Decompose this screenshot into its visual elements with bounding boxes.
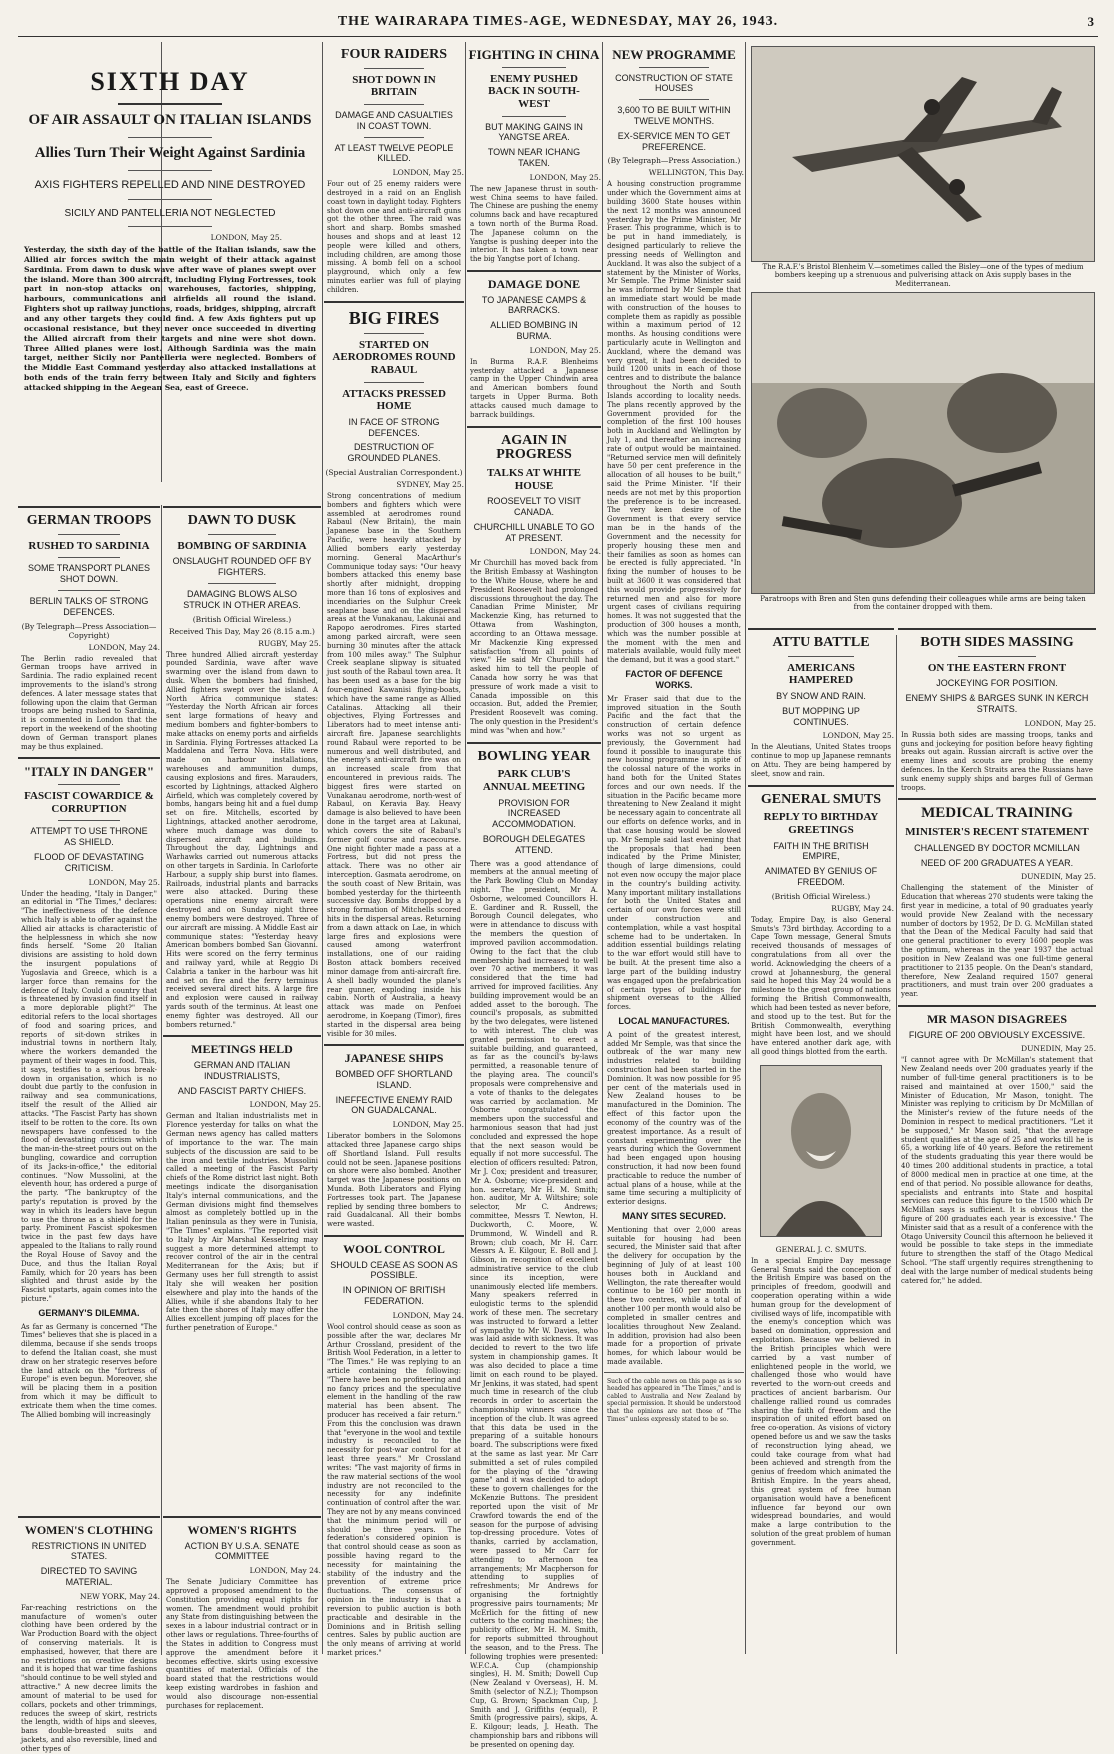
rights-headline: WOMEN'S RIGHTS [187,1523,297,1537]
attu-deck-2: BY SNOW AND RAIN. [776,690,866,701]
german-deck: RUSHED TO SARDINIA [28,539,150,552]
rights-body: The Senate Judiciary Committee has approved a proposed amendment to the Constitution providing equal rights for women. The amendment would prohibit any State from distinguishing between the sexes in a labour industrial contract or in other laws or regulations. Three-fourths of the States in addition to Congress must approve the amendment before it becomes effective. skirts using excessive quantities of material. Officials of the board stated that the restrictions would keep existing wardrobes in fashion and would also discourage non-essential purchases for replacement. [166,1578,318,1710]
bowling-deck: PARK CLUB'S ANNUAL MEETING [482,768,586,793]
fires-deck-2: ATTACKS PRESSED HOME [342,387,446,413]
china-dateline: LONDON, May 25. [529,172,601,182]
damage-headline: DAMAGE DONE [487,277,581,292]
lead-deck-2: AXIS FIGHTERS REPELLED AND NINE DESTROYED [34,178,306,191]
danger-deck-2: ATTEMPT TO USE THRONE AS SHIELD. [30,826,148,848]
four-dateline: LONDON, May 25. [392,168,464,178]
column-1 [18,500,160,1500]
fires-deck-4: DESTRUCTION OF GROUNDED PLANES. [347,442,441,464]
damage-body: In Burma R.A.F. Blenheims yesterday attacked a Japanese camp in the Upper Chindwin area and American bombers found targets in Upper Burma. Both attacks caused much damage to barrack buildings. [470,357,598,419]
four-headline: FOUR RAIDERS [340,47,448,62]
paratroops-photo [751,292,1095,594]
again-body: Mr Churchill has moved back from the British Embassy at Washington to the White House, where he and President Roosevelt had prolonged discussions throughout the day. The Canadian Prime Minister, Mr Mackenzie King, has returned to Ottawa from Washington, according to an Ottawa message. Mr Mackenzie King expressed satisfaction "from all points of view." He said Mr Churchill had asked him to tell the people of Canada how sorry he was that pressure of work made a visit to Canada impossible on this occasion. But, added the Premier, President Roosevelt was coming. The only question in the President's mind was "when and how." [470,559,598,735]
fires-body: Strong concentrations of medium bombers and fighters which were assembled at aerodromes round Rabaul (New Britain), the main Japanese base in the Southern Pacific, were heavily attacked by Allied bombers early yesterday morning. General MacArthur's Communique today says: "Our heavy bombers attacked this enemy base shortly after midnight, dropping more than 16 tons of explosives and incendiaries on the Sulphur Creek seaplane base and on the dispersal areas at the Vunakanau, Lakunai and Rapopo aerodromes. Fires started among parked aircraft, were seen burning 30 minutes after the attack from 100 miles away." The Sulphur Creek seaplane slipway is situated just south of the Rabaul town area. It has been used as a base for the big four-engined Kawanisi flying-boats, which have the same range as Allied Catalinas. Attacking all their objectives, Flying Fortresses and Liberators had to meet intense anti-aircraft fire. Japanese searchlights round Rabaul were reported to be numerous and well distributed, and the enemy's anti-aircraft fire was on an increased scale from that encountered in previous raids. The biggest fires were started on Vunakanau aerodrome, north-west of Rabaul, on Keravia Bay. Heavy damage is also believed to have been done in the target area at Lakunai, which covers the site of Rabaul's former golf course and racecourse. One night fighter made a pass at a Fortress, but did not press the attack. There was no other air interception. Gasmata aerodrome, on the south coast of New Britain, was bombed yesterday for the thirteenth successive day. Bombs dropped by a strong formation of Mitchells scored hits in the dispersal areas. Returning from a dawn attack on Lae, in which large fires and explosions were caused among waterfront installations, one of our raiding Boston attack bombers received minor damage from anti-aircraft fire. A shell badly wounded the plane's rear gunner, exploding inside his cabin. North of Australia, a heavy attack was made on Penfoei aerodrome, in Koepang (Timor), fires started in the dispersal area being visible for 30 miles. [327,492,461,1038]
medical-dateline: DUNEDIN, May 25. [1021,872,1096,882]
received-credit: Received This Day, May 26 (8.15 a.m.) [169,626,315,636]
attu-headline: ATTU BATTLE [772,635,870,650]
column-rule [322,42,323,1654]
aircraft-icon [752,47,1094,261]
programme-deck-3: EX-SERVICE MEN TO GET PREFERENCE. [617,130,731,152]
column-5 [604,42,744,1654]
china-deck: ENEMY PUSHED BACK IN SOUTH-WEST [488,72,580,110]
official-credit: (British Official Wireless.) [192,614,292,624]
rights-article [163,1510,321,1710]
massing-deck-3: ENEMY SHIPS & BARGES SUNK IN KERCH STRAITS. [905,693,1089,714]
medical-deck-3: NEED OF 200 GRADUATES A YEAR. [920,857,1074,868]
damage-dateline: LONDON, May 25. [529,345,601,355]
smuts-body: Today, Empire Day, is also General Smuts's 73rd birthday. According to a Cape Town message, General Smuts received thousands of messages of congratulations from all over the world. Acknowledging the cheers of a crowd at Johannesburg, the general said he hoped this May 24 would be a milestone to the great group of nations forming the British Commonwealth, which had been tested as never before, and stood up to the test. But for the British Commonwealth, everything might have been lost, and we should have entered another dark age, with all good things blotted from the earth. [751,915,891,1056]
wool-dateline: LONDON, May 24. [392,1310,464,1320]
lead-dateline: LONDON, May 25. [210,232,282,242]
masthead [18,10,1098,37]
china-deck-2: BUT MAKING GAINS IN YANGTSE AREA. [485,121,583,143]
dusk-deck-2: ONSLAUGHT ROUNDED OFF BY FIGHTERS. [172,556,312,578]
china-deck-3: TOWN NEAR ICHANG TAKEN. [487,147,581,168]
smuts-deck: REPLY TO BIRTHDAY GREETINGS [763,811,879,836]
lead-deck-3: SICILY AND PANTELLERIA NOT NEGLECTED [64,208,276,220]
official-credit-2: (British Official Wireless.) [771,891,871,901]
clothing-deck-2: DIRECTED TO SAVING MATERIAL. [40,1566,138,1587]
meetings-dateline: LONDON, May 25. [249,1100,321,1110]
again-headline: AGAIN IN PROGRESS [496,432,572,463]
portrait-icon [761,1066,881,1236]
clothing-article [18,1510,160,1753]
danger-body: Under the heading, "Italy in Danger," an editorial in "The Times," declares: "The ineffectiveness of the defence which Italy is able to offer against the Allied air attacks is characteristic of the helplessness in which she now finds herself. "Some 20 Italian divisions are assisting to hold down the insurgent populations of Yugoslavia and Greece, which is a larger force than remains for the defence of Italy. Could a country that is threatened by invasion find itself in a more deplorable plight?" The editorial refers to the local shortages of food and soaring prices, and reports of sit-down strikes in industrial towns in northern Italy, where the workers demanded the payment of their wages in food. This, it says, testifies to a serious break-down in organisation, which is no doubt due partly to the confusion in railway and sea communications, itself the result of the Allied air attacks. "The Fascist Party has shown itself to be rotten to the core. Its own newspapers have confessed to the flood of devastating criticism which the man-in-the-street pours out on the bungling, cowardice and corruption of its Jacks-in-office," the editorial continues. "Now Mussolini, at the eleventh hour, has ordered a purge of the party. "The bankruptcy of the party's reputation is proved by the way in which its leaders have begun to use the throne as a shield for the party. Prominent Fascist spokesmen twice in the past few days have appealed to the Italians to rally round the Royal House of Savoy and the Duce, and thus the Italian Royal Family, which for 20 years has been slighted and thrust aside by the Fascist upstarts, again comes into the picture." [21,889,157,1303]
lead-article [18,42,322,492]
rights-deck: ACTION BY U.S.A. SENATE COMMITTEE [184,1540,300,1562]
column-rule [896,635,897,1654]
china-body: The new Japanese thrust in south-west China seems to have failed. The Chinese are pushing the enemy columns back and have recaptured a town north of the Burma Road. The Japanese column on the Yangtse is pushing deeper into the interior. It has taken a town near the big Yangtse port of Ichang. [470,184,598,264]
china-headline: FIGHTING IN CHINA [468,47,600,62]
programme-body: A housing construction programme under which the Government aims at building 3600 State houses within the next 12 months was announced yesterday by the Prime Minister, Mr Fraser. This programme, which is to be put in hand immediately, is designed particularly to relieve the pressing needs of Wellington and Auckland. It was also the subject of a statement by the Minister of Works, Mr Semple. The Prime Minister said he was informed by Mr Semple that an immediate start would be made with construction of the houses to complete them as rapidly as possible within a maximum period of 12 months. As housing conditions were particularly acute in Wellington and Auckland, where the demand was very great, it had been decided to build 1200 units in each of those centres and to distribute the balance throughout the North and South Islands according to locality needs. The plans recently approved by the Government provided for the completion of the first 100 houses both in Auckland and Wellington by July 1, and thereafter an increasing rate of output would be maintained. "Returned service men will definitely have 50 per cent preference in the allocation of all houses to be built," said the Prime Minister. "If their needs are not met by this proportion the preference is to be increased. The very keen desire of the Government is that every service man be in the hands of the Government and the necessity for properly housing these men and their families as soon as homes can be erected is fully appreciated. "In fixing the number of houses to be built at 3600 it was considered that this would provide progressively for returned men and also for more urgent cases of civilians requiring homes. It was not suggested that the production of 300 houses a month, which was the number possible at the moment with the men and materials available, would fully meet the demand, but it was a good start." [607,180,741,665]
column-6 [748,622,894,1654]
massing-deck: ON THE EASTERN FRONT [927,661,1067,674]
danger-deck-3: FLOOD OF DEVASTATING CRITICISM. [33,851,144,873]
massing-deck-2: JOCKEYING FOR POSITION. [936,678,1058,689]
mason-dateline: DUNEDIN, May 25. [1021,1044,1096,1054]
bomber-photo [751,46,1095,262]
lead-deck: Allies Turn Their Weight Against Sardinia [34,145,306,162]
programme-subhead-3: MANY SITES SECURED. [622,1211,726,1221]
ships-dateline: LONDON, May 25. [392,1120,464,1130]
bowling-deck-2: PROVISION FOR INCREASED ACCOMMODATION. [492,797,576,830]
ships-deck-2: INEFFECTIVE ENEMY RAID ON GUADALCANAL. [335,1094,453,1116]
lead-headline: SIXTH DAY [90,67,250,96]
damage-deck: TO JAPANESE CAMPS & BARRACKS. [481,294,587,316]
dusk-dateline: RUGBY, May 25. [258,638,321,648]
mason-body: "I cannot agree with Dr McMillan's statement that New Zealand needs over 200 graduates yearly if the number of full-time general practitioners is to be raised and maintained at over 1500," said the Minister of Education, Mr Mason, tonight. The Minister was replying to criticism by Dr McMillan of the Minister's review of the future needs of the Dominion in respect to medical practitioners. "Let it be supposed," Mr Mason said, "that the average student qualifies at the age of 25 and works till he is 65, a working life of 40 years. Before the retirement of the students graduating this year there would be 40 times 200 additional students in practice, a total of 8000 medical men in practice at one time, at the end of that period. No possible allowance for deaths, specialists and entrants into State and hospital services can reduce this figure to the 1500 which Dr McMillan says is sufficient. It is obvious that the figure of 200 graduates each year is excessive." The Minister said that as a result of a conference with the Otago University Council this afternoon he believed it would be possible to take steps in the immediate future to strengthen the staff of the Otago Medical School. "The staff urgently requires strengthening to deal with the large number of medical students being catered for," he added. [901,1056,1093,1285]
fires-deck: STARTED ON AERODROMES ROUND RABAUL [332,338,456,376]
programme-deck-2: 3,600 TO BE BUILT WITHIN TWELVE MONTHS. [617,105,731,127]
danger-deck: FASCIST COWARDICE & CORRUPTION [24,790,154,815]
attu-body: In the Aleutians, United States troops continue to mop up Japanese remnants on Attu. They are being hampered by sleet, snow and rain. [751,743,891,778]
massing-headline: BOTH SIDES MASSING [920,635,1074,650]
again-deck-3: CHURCHILL UNABLE TO GO AT PRESENT. [473,521,595,543]
smuts-headline: GENERAL SMUTS [760,791,882,807]
column-4 [467,42,601,1749]
ships-deck: BOMBED OFF SHORTLAND ISLAND. [335,1068,453,1090]
medical-deck-2: CHALLENGED BY DOCTOR MCMILLAN [914,842,1080,853]
german-body: The Berlin radio revealed that German troops have arrived in Sardinia. The radio explained recent improvements to the island's strong defences. A later message states that following upon the claim that German troops are being rushed to Sardinia, it is commented in London that the report in the weekend of the shooting down of German transport planes may be thus explained. [21,654,157,751]
danger-body-2: As far as Germany is concerned "The Times" believes that she is placed in a dilemma, because if she sends troops to defend the Italian coast, she must draw on her strategic reserves before the land attack on the "fortress of Europe" is even begun. Moreover, she will be placing them in a position from which it may be difficult to extricate them when the time comes. The Allied bombing will increasingly [21,1322,157,1419]
damage-deck-2: ALLIED BOMBING IN BURMA. [490,320,578,342]
wool-deck: SHOULD CEASE AS SOON AS POSSIBLE. [330,1259,458,1281]
column-2 [163,500,321,1500]
ships-body: Liberator bombers in the Solomons attacked three Japanese cargo ships off Shortland Island. Full results could not be seen. Japanese positions on shore were also bombed. Another target was the Japanese positions on Munda. Both Liberators and Flying Fortresses took part. The Japanese replied by sending three bombers to raid Guadalcanal. All their bombs were wasted. [327,1132,461,1229]
attu-dateline: LONDON, May 25. [822,731,894,741]
programme-body-2: Mr Fraser said that due to the improved situation in the South Pacific and the fact that the construction of certain defence works was not so urgent as previously, the Government had found it possible to inaugurate this new housing programme in spite of the colossal nature of the works in hand both for the United States forces and our own needs. If the situation in the Pacific became more threatening to New Zealand it might be necessary again to concentrate all our efforts on defence works, and in that case housing would be slowed up. Mr Semple said last evening that the proposals that had been indicated by the Prime Minister, though of large dimensions, could not even now occupy the major place in the country's building activity. Many important military installations for both the United States and certain of our own forces were still under construction and contemplation, while a vast hospital scheme had to be undertaken. In addition essential buildings relating to the war effort would still have to be built. At the present time also a large part of the building industry was engaged upon the prefabrication of certain types of buildings for shipment overseas to the Allied forces. [607,694,741,1012]
clothing-body: Far-reaching restrictions on the manufacture of women's outer clothing have been ordered by the War Production Board with the object of conserving materials. It is emphasised, however, that there are no restrictions on creative designs and it is hoped that war time fashions "should continue to be well styled and attractive." A new decree limits the amount of material to be used for collars, pockets and other trimmings, reduces the sweep of skirt, restricts the length, width of hips and sleeves, bans double-breasted suits and jackets, and also reversible, lined and other types of [21,1603,157,1753]
masthead-title: THE WAIRARAPA TIMES-AGE, WEDNESDAY, MAY 26, 1943. [337,14,779,29]
special-credit: (Special Australian Correspondent.) [325,468,463,477]
german-dateline: LONDON, May 24. [88,642,160,652]
wool-headline: WOOL CONTROL [343,1242,445,1257]
medical-headline: MEDICAL TRAINING [921,805,1073,822]
page-number: 3 [1087,14,1094,29]
four-deck-3: AT LEAST TWELVE PEOPLE KILLED. [334,142,454,164]
danger-headline: "ITALY IN DANGER" [23,764,155,780]
four-body: Four out of 25 enemy raiders were destroyed in a raid on an English coast town in daylight today. Fighters shot down one and anti-aircraft guns got the other three. The raid was short and sharp. Bombs smashed houses and shops and at least 12 people were killed and others, including children, are among those missing. A bomb fell on a school playground, which only a few minutes earlier was full of playing children. [327,180,461,294]
programme-body-3: A point of the greatest interest, added Mr Semple, was that since the outbreak of the war many new industries related to building construction had been started in the Dominion. It was now possible for 95 per cent of the materials used in New Zealand houses to be manufactured in the Dominion. The effect of this factor upon the economy of the country was of the greatest importance. As a result of constant experimenting over the years during which the Government had been engaged upon housing construction, it had now been found practicable to reduce the number of actual plans of a house, while at the same time securing a multiplicity of exterior designs. [607,1030,741,1207]
dusk-body: Three hundred Allied aircraft yesterday pounded Sardinia, wave after wave swarming over the island from dawn to dusk. When the bombers had finished, Allied fighters swept over the island. A North Africa communique states: "Yesterday the North African air forces sent large formations of heavy and medium bombers and fighter-bombers to make attacks on enemy ports and airfields in Sardinia. Flying Fortresses attacked La Maddalena and Terra Nova. Hits were made on harbour installations, warehouses and ammunition dumps, causing explosions and fires. Marauders, escorted by Lightnings, attacked Alghero Airfield, which was completely covered by bombs, hangars being hit and a fuel dump set on fire. Mitchells, escorted by Lightnings, attacked another aerodrome, where much damage was done to dispersed aircraft and buildings. Throughout the day, Lightnings and Warhawks carried out numerous attacks on other targets in Sardinia. In Carloforte Harbour, a supply ship burst into flames. Railroads, industrial plants and barracks were also attacked. During these operations nine enemy aircraft were destroyed and on Sunday night three enemy bombers were destroyed. Three of our aircraft are missing. A Middle East air communique states: "Yesterday heavy American bombers bombed San Giovanni. Hits were scored on the ferry terminus and railway yard, while at Reggio Di Calabria a tanker in the harbour was hit and set on fire and the ferry terminus received several direct hits. A large fire and explosion were caused in railway yards south of the terminus. At least one enemy fighter was destroyed. All our bombers returned." [166,650,318,1029]
column-rule [602,42,603,1654]
german-deck-2: SOME TRANSPORT PLANES SHOT DOWN. [27,563,151,585]
smuts-dateline: RUGBY, May 24. [831,903,894,913]
wool-deck-2: IN OPINION OF BRITISH FEDERATION. [342,1285,446,1307]
attu-deck-3: BUT MOPPING UP CONTINUES. [782,705,860,727]
dusk-headline: DAWN TO DUSK [187,513,297,528]
mason-deck: FIGURE OF 200 OBVIOUSLY EXCESSIVE. [908,1029,1086,1040]
clothing-headline: WOMEN'S CLOTHING [24,1523,154,1537]
massing-body: In Russia both sides are massing troops, tanks and guns and jockeying for position before heavy fighting breaks out again. Russian aircraft is active over the enemy lines and scouts are probing the enemy defences. In the Kerch Straits area the Russians have sunk enemy supply ships and barges full of German troops. [901,730,1093,792]
smuts-caption: GENERAL J. C. SMUTS. [775,1244,867,1254]
clothing-dateline: NEW YORK, May 24. [80,1591,160,1601]
danger-subhead: GERMANY'S DILEMMA. [38,1307,140,1318]
german-deck-3: BERLIN TALKS OF STRONG DEFENCES. [29,595,149,617]
programme-body-4: Mentioning that over 2,000 areas suitable for housing had been secured, the Minister said that after the delivery for occupation by the beginning of July of at least 100 houses both in Auckland and Wellington, the rate thereafter would continue to be 160 per month in these two centres, while a total of another 100 per month would also be completed in smaller centres and localities throughout New Zealand. In addition, provision had also been made for a proportion of private homes, for which labour would be made available. [607,1225,741,1366]
rights-dateline: LONDON, May 24. [249,1566,321,1576]
attu-deck: AMERICANS HAMPERED [787,661,855,687]
dusk-deck-3: DAMAGING BLOWS ALSO STRUCK IN OTHER AREAS. [183,588,301,610]
again-deck-2: ROOSEVELT TO VISIT CANADA. [487,496,581,517]
again-dateline: LONDON, May 24. [529,547,601,557]
clothing-deck: RESTRICTIONS IN UNITED STATES. [31,1540,147,1562]
meetings-deck: GERMAN AND ITALIAN INDUSTRIALISTS, [193,1060,291,1081]
column-rule [465,42,466,1654]
bowling-headline: BOWLING YEAR [477,748,591,764]
bowling-body: There was a good attendance of members at the annual meeting of the Park Bowling Club on Monday night. The president, Mr A. Osborne, welcomed Councillors H. E. Gardiner and R. Russell, the Borough Council delegates, who were in attendance to discuss with the members the question of improved pavilion accommodation. Owing to the fact that the club membership had increased to well over 70 active members, it was considered that the time had arrived for improved facilities. Any building improvement would be an added asset to the borough. The council's proposals, as submitted by the two delegates, were listened to with interest. The club was granted permission to erect a suitable building, and guaranteed, as far as the council's by-laws permitted, a reasonable tenure of the playing area. The council's proposals were comprehensive and a vote of thanks to the delegates was carried by acclamation. Mr Osborne congratulated the members upon the successful and harmonious season that had just concluded and expressed the hope that the next season would be equally if not more successful. The election of officers resulted: Patron, Mr J. Cox; president and treasurer, Mr A. Osborne; vice-president and hon. secretary, Mr H. M. Smith; hon. auditor, Mr A. Wiltshire; sole selector, Mr C. Andrews; committee, Messrs T. Newton, H. Duckworth, C. Moore, W. Drummond, W. Windell and R. Brown; club coach, Mr H. Carr. Messrs A. E. Kilgour, E. Boll and J. Gibson, in recognition of excellent administrative service to the club since its inception, were unanimously elected life members. Many speakers referred in eulogistic terms to the splendid work of these men. The secretary was instructed to forward a letter of sympathy to Mr W. Davies, who was laid aside with sickness. It was decided to revert to the two life system in championship games. It was also decided to place a time limit on each round to be played. Mr Jenkins, it was stated, had spent much time in research of the club records in order to ascertain the championship winners since the inception of the club. It was agreed that this data be used in the preparing of a suitable honours board. The subscriptions were fixed at the same as last year. Mr Carr submitted a set of rules compiled for the playing of the "drawing game" and it was decided to adopt these to govern challenges for the McKenzie Buttons. The president reported upon the visit of Mr Crawford towards the end of the season for the purpose of advising top-dressing procedure. Votes of thanks, carried by acclamation, were passed to Mr Carr for attending to afternoon tea arrangements; Mr Macpherson for attending to supplies of refreshments; Mr Andrews for organising the fortnightly progressive pairs tournaments; Mr McErlich for the fitting of new cutters to the coring machines; the publicity officer, Mr H. M. Smith, for reports submitted throughout the season, and to the Press. The following trophies were presented: W.F.C.A. Cup (championship singles), H. M. Smith; Dowell Cup (New Zealand v Overseas), H. M. Smith (selector of N.Z.); Thompson Cup, G. Brown; Spackman Cup, J. Smith and J. Griffiths (equal), P. Smith (progressive pairs), skips, A. E. Kilgour; leads, J. Heath. The championship bars and ribbons will be presented on opening day. [470,859,598,1749]
ships-headline: JAPANESE SHIPS [344,1051,444,1066]
times-note: Such of the cable news on this page as is so headed has appeared in "The Times," and is cabled to Australia and New Zealand by special permission. It should be understood that the opinions are not those of "The Times" unless expressly stated to be so. [607,1377,741,1423]
bowling-deck-3: BOROUGH DELEGATES ATTEND. [482,833,586,855]
dusk-deck: BOMBING OF SARDINIA [177,539,307,552]
fires-deck-3: IN FACE OF STRONG DEFENCES. [348,416,440,438]
medical-body: Challenging the statement of the Minister of Education that whereas 270 students were taking the first year in medicine, a total of 90 graduates yearly would provide New Zealand with the necessary number of doctors by 1952, Dr D. G. McMillan stated that the Dean of the Medical Faculty had said that one general practitioner to every 1600 people was the optimum, whereas in the year 1937 the actual position in New Zealand was one full-time general practitioner to 2135 people. On the Dean's standard, therefore, New Zealand required 1507 general practitioners, and must train over 200 graduates a year. [901,884,1093,999]
fires-dateline: SYDNEY, May 25. [396,480,464,489]
meetings-headline: MEETINGS HELD [191,1042,293,1057]
four-deck: SHOT DOWN IN BRITAIN [352,73,436,99]
bomber-caption: The R.A.F.'s Bristol Blenheim V.—sometimes called the Bisley—one of the types of medium bombers keeping up a strenuous and pulverising attack on Axis supply bases in the Mediterranean. [762,263,1084,288]
programme-subhead: FACTOR OF DEFENCE WORKS. [625,669,723,690]
programme-dateline: WELLINGTON, This Day. [648,168,744,178]
newspaper-page [18,10,1098,1753]
paratroops-caption: Paratroops with Bren and Sten guns defending their colleagues while arms are being taken from the container dropped with them. [760,595,1086,612]
column-3 [324,42,464,1657]
again-deck: TALKS AT WHITE HOUSE [487,466,581,492]
smuts-body-2: In a special Empire Day message General Smuts said the conception of the British Empire was based on the principles of freedom, goodwill and cooperation operating within a wide human group for the development of civilised ways of life, incompatible with the enemy's conception which was based on domination, oppression and exploitation. Because we believed in the British principles which were carried by a vast number of enlightened people in the world, we challenged those who would have reverted to the worn-out creeds and practices of ancient barbarism. Our challenge rallied round us comrades sharing the faith of freedom and the inspiration of united effort based on free co-operation. As visions of victory opened before us and we saw the tasks of reconstruction lying ahead, we could take courage from what had been achieved and strength from the genius of freedom which animated the British Empire. In the years ahead, this great system of free human organisation would have a beneficent influence far beyond our own widespread boundaries, and would make a large contribution to the solution of the great problem of human government. [751,1256,891,1547]
danger-dateline: LONDON, May 25. [88,877,160,887]
meetings-body: German and Italian industrialists met in Florence yesterday for talks on what the German news agency has called matters of importance to the war. The main subjects of the discussion are said to be the iron and textile industries. Mussolini called a meeting of the Fascist Party chiefs of the Rome district last night. Both meetings indicate the disorganisation Italy's internal communications, and the German divisions might find themselves almost as completely bottled up in the Italian peninsula as they were in Tunisia, "The Times" explains. "The reported visit to Italy by Air Marshal Kesselring may suggest a more determined attempt to recover control of the air in the central Mediterranean for the Axis; but if Germany uses her full strength to assist Italy she will weaken her position elsewhere and play into the hands of the Allies, while if she abandons Italy to her fate then the shores of Italy may offer the Allies excellent jumping off places for the further penetration of Europe." [166,1112,318,1332]
press-credit: (By Telegraph—Press Association—Copyright) [21,621,157,640]
smuts-deck-3: ANIMATED BY GENIUS OF FREEDOM. [764,866,878,887]
meetings-deck-2: AND FASCIST PARTY CHIEFS. [177,1085,307,1096]
german-headline: GERMAN TROOPS [26,513,152,528]
four-deck-2: DAMAGE AND CASUALTIES IN COAST TOWN. [335,109,453,131]
wool-body: Wool control should cease as soon as possible after the war, declares Mr Arthur Crossland, president of the British Wool Federation, in a letter to "The Times." He was replying to an article containing the following: "There have been no profiteering and no fancy prices and the speculative element in the handling of the raw material has been absent. The producer has received a fair return." From this the conclusion was drawn that "everyone in the wool and textile industry is reconciled to the necessity for post-war control for at least three years." Mr Crossland writes: "The vast majority of firms in the raw material sections of the wool industry are not reconciled to the necessity for any indefinite continuation of control after the war. They are not by any means convinced that the minimum period will or should be three years. The federation's considered opinion is that control should cease as soon as possible having regard to the necessity for maintaining the stability of the industry and the prevention of extreme price fluctuations. The consensus of opinion in the industry is that a reversion to public auction is both practicable and desirable in the Dominions and in British selling centres. Sales by public auction are the only means of arriving at world market prices." [327,1322,461,1657]
smuts-portrait [760,1065,882,1237]
smuts-deck-2: FAITH IN THE BRITISH EMPIRE, [773,840,869,862]
mason-headline: MR MASON DISAGREES [926,1011,1067,1026]
fires-headline: BIG FIRES [348,307,440,328]
medical-deck: MINISTER'S RECENT STATEMENT [905,826,1089,839]
massing-dateline: LONDON, May 25. [1024,718,1096,728]
programme-subhead-2: LOCAL MANUFACTURES. [618,1015,730,1026]
press-credit-2: (By Telegraph—Press Association.) [607,156,741,166]
lead-subheadline: OF AIR ASSAULT ON ITALIAN ISLANDS [28,112,312,129]
column-rule [745,42,746,1654]
programme-deck: CONSTRUCTION OF STATE HOUSES [615,72,733,94]
lead-body: Yesterday, the sixth day of the battle of the Italian islands, saw the Allied air forces switch the main weight of their attack against Sardinia. From dawn to dusk wave after wave of planes swept over the island. More than 300 aircraft, including Flying Fortresses, took part in non-stop attacks on warehouses, factories, shipping, harbours, communications and airfields all round the island. Fighters shot up railway junctions, roads, bridges, shipping, aircraft and any other targets they could find. A few Axis fighters put up occasional resistance, but they never once succeeded in diverting the Allied aircraft from their targets and nine were shot down. Three Allied planes were lost. Although Sardinia was the main target, neither Sicily nor Pantelleria were neglected. Bombers of the Middle East Command yesterday also attacked installations at both ends of the train ferry between Italy and Sicily and fighters attacked shipping in the Aegean Sea, east of Greece. [24,244,316,392]
column-rule [161,505,162,1655]
column-7 [898,622,1096,1654]
programme-headline: NEW PROGRAMME [612,47,736,62]
soldiers-icon [752,293,1094,593]
